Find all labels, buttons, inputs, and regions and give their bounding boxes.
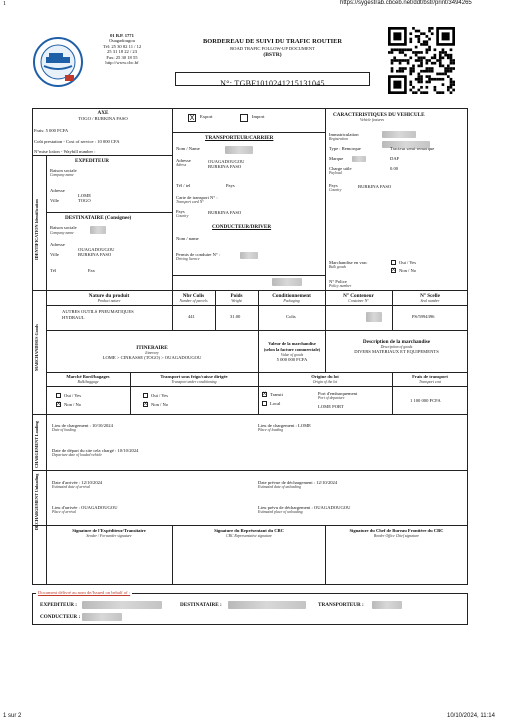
veh-immat-label: Immatriculation [329, 132, 359, 137]
transp-adresse-sub: Adress [176, 163, 187, 167]
side-identification: IDENTIFICATION Identification [34, 199, 39, 261]
dech-lieu-label: Lieu d'arrivée : OUAGADOUGOU [52, 505, 118, 510]
charg-lieu-label: Lieu de chargement : LOME [258, 423, 311, 428]
browser-page-left: 1 [3, 1, 6, 7]
cond-extra-redacted [272, 278, 302, 286]
veh-charge-value: 0.00 [390, 166, 399, 171]
bulk-non-label: Non / No [399, 268, 417, 273]
dest-adresse-label: Adresse [50, 242, 65, 247]
goods-scelle: PS/5994396 [412, 314, 435, 319]
doc-subtitle: ROAD TRAFIC FOLLOW-UP DOCUMENT [230, 46, 315, 51]
browser-url[interactable]: https://sygestrab.cbceb.net/ddt/bstr/print/3494265 [340, 0, 472, 6]
dest-tel-label: Tél [50, 268, 57, 273]
transp-adresse-label: Adresse [176, 158, 191, 163]
issued-transporteur-label: TRANSPORTEUR : [318, 602, 364, 608]
goods-h-colis: Nbr Colis [182, 293, 205, 299]
itineraire-value: LOME > CINKASSE (TOGO) > OUAGADOUGOU [102, 355, 202, 361]
veh-marque-value: DAF [390, 156, 400, 161]
valeur-label2: (selon la facture commerciale) [263, 347, 321, 352]
agency-city: Ouagadougou [109, 38, 135, 44]
frigo-oui-checkbox[interactable] [143, 393, 148, 398]
origine-label: Origine du lot [311, 374, 339, 379]
side-dechargement: DECHARGEMENT Unloading [34, 473, 39, 530]
exp-raison-label: Raison sociale [50, 168, 77, 173]
valeur-value: 5 000 000 FCFA [276, 357, 308, 363]
charg-depart-label: Date de départ du site cela chargé : 10/10/2024 [52, 448, 139, 453]
veh-immat-redacted [382, 131, 416, 138]
issued-destinataire-redacted [228, 601, 306, 609]
sig-chef-bureau: Signature du Chef de Bureau Frontière du CBC [349, 528, 444, 533]
axe-waybill: N°mise lotion - Waybill number : [34, 149, 96, 154]
port-value: LOME PORT [318, 404, 344, 409]
sig-cbc: Signature du Représentant du CBC [214, 528, 284, 533]
transp-adresse-value2: BURKINA FASO [208, 164, 242, 169]
export-checkbox[interactable] [240, 114, 248, 122]
cond-permis-label: Permis de conduire N° : [176, 252, 221, 257]
expediteur-title: EXPEDITEUR [75, 158, 110, 164]
export-label: Import [252, 114, 265, 119]
transp-tel-label: Tél / tel [176, 183, 191, 188]
transp-ifu-label: Pays [176, 209, 185, 214]
transp-adresse-value: OUAGADOUGOU [208, 159, 245, 164]
import-checkbox[interactable]: X [189, 114, 195, 122]
doc-number-box [175, 72, 370, 86]
marche-non-checkbox[interactable]: X [57, 402, 61, 407]
axe-label: AXE [97, 110, 109, 116]
marche-oui-checkbox[interactable] [56, 393, 61, 398]
transp-carte-sub: Transport card N° [176, 200, 204, 204]
side-marchandises: MARCHANDISES Goods [34, 324, 39, 371]
destinataire-title: DESTINATAIRE (Consignee) [65, 215, 132, 221]
transp-nom-label: Nom / Name [176, 146, 200, 151]
goods-h-scelle: N° Scelle [420, 293, 440, 299]
goods-h-nature: Nature du produit [88, 293, 130, 299]
transport-frigo-label: Transport sous frigo/caisse dirigée [160, 374, 228, 379]
local-checkbox[interactable] [262, 401, 267, 406]
itineraire-label: ITINERAIRE [136, 345, 168, 351]
transit-checkbox[interactable]: X [263, 392, 267, 397]
description-value: DIVERS MATERIAUX ET EQUIPEMENTS [354, 349, 439, 355]
cond-permis-sub: Driving licence [176, 257, 200, 261]
valeur-sub: Value of goods [280, 353, 304, 357]
dech-prevue-label: Date prévue de déchargement : 12/10/2024 [258, 480, 338, 485]
goods-colis: 441 [188, 314, 195, 319]
dech-arrivee-label: Date d'arrivée : 12/10/2024 [52, 480, 103, 485]
axe-prix: Frais: 5 000 FCFA [34, 128, 69, 133]
dest-fax-label: Fax [88, 268, 95, 273]
goods-h-poids: Poids [230, 293, 243, 299]
axe-value: TOGO / BURKINA FASO [78, 116, 128, 121]
transp-ifu-value: BURKINA FASO [208, 210, 242, 215]
footer-page: 1 sur 2 [3, 713, 22, 719]
veh-type-label: Type : Remorque [329, 146, 361, 151]
cond-permis-redacted [240, 252, 258, 259]
conducteur-title: CONDUCTEUR/DRIVER [212, 224, 272, 230]
exp-ville-label: Ville [50, 198, 59, 203]
veh-marchandise-label: Marchandise en vrac [329, 260, 368, 265]
vehicule-subtitle: Vehicle features [360, 118, 385, 122]
cbc-logo [32, 36, 84, 88]
agency-web[interactable]: http://www.cbc.bf [105, 60, 139, 66]
veh-police-label: N° Police [329, 279, 347, 284]
port-label: Port d'embarquement [318, 391, 358, 396]
goods-h-conteneur: N° Conteneur [343, 293, 374, 299]
exp-adresse-value: LOME [78, 193, 92, 198]
veh-pays-label: Pays [329, 183, 338, 188]
issued-expediteur-label: EXPEDITEUR : [40, 602, 78, 608]
exp-raison-sub: Company name [50, 173, 74, 177]
axe-cout: Coût prestation - Cost of service : 10 000 CFA [34, 139, 120, 144]
issued-conducteur-label: CONDUCTEUR : [40, 614, 81, 620]
dech-lieu-prevu-label: Lieu prévu de déchargement : OUAGADOUGOU [258, 505, 351, 510]
qr-code [388, 27, 455, 94]
issued-conducteur-redacted [82, 613, 122, 621]
agency-fax: Fax: 25 30 18 55 [106, 54, 138, 60]
veh-type-value: Tracteur semi-remorque [390, 146, 435, 151]
transp-ifu-sub: Country [176, 214, 189, 218]
dest-ville-label: Ville [50, 252, 59, 257]
goods-nature2: HYDRAUL [62, 315, 85, 320]
veh-pays-sub: Country [329, 188, 342, 192]
issued-transporteur-redacted [372, 601, 402, 609]
cond-nom-label: Nom / name [176, 236, 199, 241]
footer-date: 10/10/2024, 11:14 [447, 713, 495, 719]
exp-adresse-label: Adresse [50, 188, 65, 193]
dest-raison-sub: Company name [50, 231, 74, 235]
side-chargement: CHARGEMENT Loading [34, 421, 39, 469]
goods-nature: AUTRES OUTILS PNEUMATIQUES [62, 309, 134, 314]
veh-marque-redacted [352, 156, 366, 162]
frigo-non-checkbox[interactable]: X [144, 402, 148, 407]
bulk-non-checkbox[interactable]: X [392, 268, 396, 273]
dest-adresse-value: OUAGADOUGOU [78, 247, 115, 252]
sig-expediteur: Signature de l'Expéditeur/Transitaire [72, 528, 146, 533]
frais-value: 1 100 000 FCFA [410, 398, 441, 403]
frais-label: Frais de transport [412, 374, 448, 379]
transp-carte-label: Carte de transport N° : [176, 195, 218, 200]
import-label: Export [200, 114, 213, 119]
agency-tel2: 25 31 18 22 / 23 [107, 49, 137, 55]
agency-tel: Tél: 25 30 82 11 / 12 [102, 43, 142, 49]
issued-expediteur-redacted [82, 601, 162, 609]
valeur-label: Valeur de la marchandise [268, 341, 316, 346]
goods-h-cond: Conditionnement [272, 293, 311, 299]
marche-label: Marché Bord/bagages [66, 374, 110, 379]
goods-conteneur-redacted [366, 312, 382, 322]
veh-charge-label: Charge utile [329, 166, 352, 171]
veh-marque-label: Marque [329, 156, 344, 161]
transp-pays-label: Pays [226, 183, 235, 188]
veh-charge-sub: Payload [329, 171, 342, 175]
veh-pays-value: BURKINA FASO [358, 184, 392, 189]
bulk-oui-checkbox[interactable] [391, 260, 396, 265]
doc-number: N°: TGBF1010241215131045 [220, 79, 325, 88]
itineraire-sub: Itinerary [145, 351, 159, 355]
dest-raison-redacted [90, 226, 106, 234]
agency-bp: 01 B.P. 1771 [110, 33, 134, 38]
doc-title: BORDEREAU DE SUIVI DU TRAFIC ROUTIER [203, 38, 342, 45]
transp-nom-redacted [225, 146, 253, 154]
doc-abbr: (BSTR) [263, 52, 282, 59]
description-label: Description de la marchandise [362, 339, 431, 345]
charg-date-label: Lieu de chargement : 10/10/2024 [52, 423, 113, 428]
issued-legend: Document délivré au nom de/Issued on behalf of : [38, 590, 131, 595]
veh-police-sub: Policy number [329, 284, 352, 288]
bulk-oui-label: Oui / Yes [399, 260, 416, 265]
goods-cond: Colis [286, 314, 296, 319]
transporteur-title: TRANSPORTEUR/CARRIER [205, 135, 274, 141]
exp-ville-value: TOGO [78, 198, 91, 203]
dest-ville-value: BURKINA FASO [78, 252, 112, 257]
vehicule-title: CARACTERISTIQUES DU VEHICULE [333, 112, 425, 118]
description-sub: Description of goods [380, 345, 413, 349]
goods-poids: 31.00 [230, 314, 241, 319]
veh-immat-sub: Registration [329, 137, 348, 141]
dest-raison-label: Raison sociale [50, 225, 77, 230]
issued-destinataire-label: DESTINATAIRE : [180, 602, 222, 608]
veh-marchandise-sub: Bulk goods [329, 265, 346, 269]
